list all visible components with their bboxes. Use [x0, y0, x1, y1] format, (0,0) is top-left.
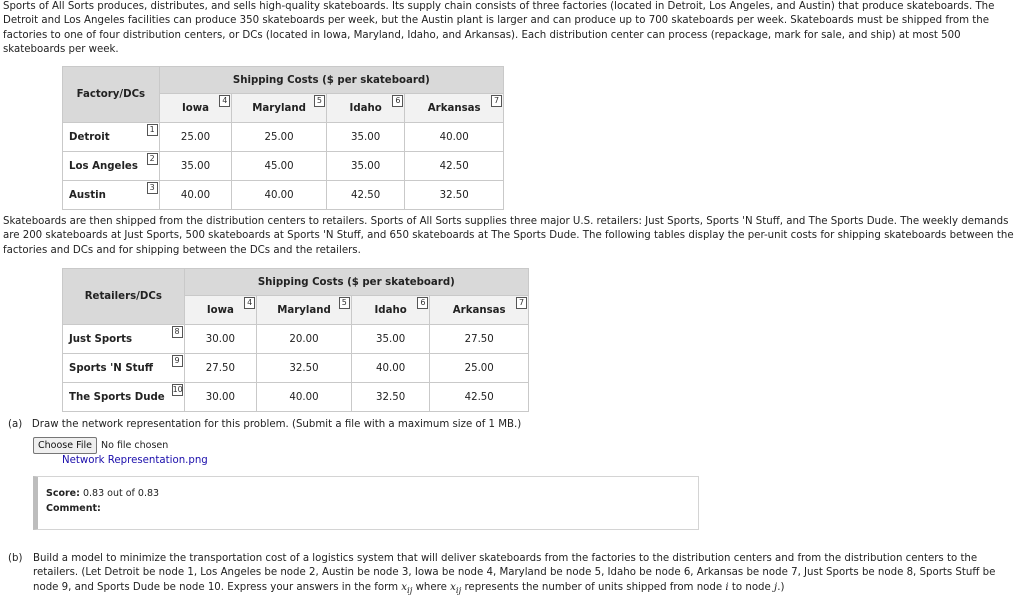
- column-header-arkansas: Arkansas 7: [405, 94, 504, 123]
- row-header-austin: Austin 3: [63, 181, 160, 210]
- node-number-badge: 7: [491, 95, 502, 107]
- column-header-arkansas: Arkansas 7: [430, 296, 529, 325]
- cost-cell: 27.50: [430, 325, 529, 354]
- node-number-badge: 1: [147, 124, 158, 136]
- node-number-badge: 9: [172, 355, 183, 367]
- cost-cell: 40.00: [159, 181, 232, 210]
- part-a-label: (a): [8, 419, 23, 430]
- node-number-badge: 6: [417, 297, 428, 309]
- node-number-badge: 5: [314, 95, 325, 107]
- row-header-detroit: Detroit 1: [63, 123, 160, 152]
- node-number-badge: 6: [392, 95, 403, 107]
- row-header-sports-n-stuff: Sports 'N Stuff 9: [63, 354, 185, 383]
- file-upload: [33, 437, 168, 454]
- score-label: Score:: [46, 488, 80, 499]
- file-status: No file chosen: [101, 440, 169, 451]
- retailer-dc-cost-table: [62, 268, 529, 412]
- cost-cell: 42.50: [430, 383, 529, 412]
- comment-label: Comment:: [46, 503, 101, 514]
- column-header-iowa: Iowa 4: [159, 94, 232, 123]
- column-header-iowa: Iowa 4: [184, 296, 257, 325]
- node-number-badge: 4: [219, 95, 230, 107]
- table-title: Shipping Costs ($ per skateboard): [159, 67, 503, 94]
- column-header-maryland: Maryland 5: [232, 94, 327, 123]
- node-number-badge: 8: [172, 326, 183, 338]
- cost-cell: 40.00: [351, 354, 430, 383]
- part-a-question: [8, 418, 521, 432]
- cost-cell: 35.00: [351, 325, 430, 354]
- row-header-los-angeles: Los Angeles 2: [63, 152, 160, 181]
- part-b-label: (b): [8, 553, 23, 564]
- choose-file-button[interactable]: Choose File: [33, 437, 97, 454]
- node-number-badge: 7: [516, 297, 527, 309]
- table-row: [63, 123, 504, 152]
- part-a-text: Draw the network representation for this problem. (Submit a file with a maximum size of 1 MB.): [31, 419, 522, 430]
- score-value: 0.83 out of 0.83: [82, 488, 160, 499]
- node-number-badge: 3: [147, 182, 158, 194]
- column-header-maryland: Maryland 5: [257, 296, 352, 325]
- part-b-text: Build a model to minimize the transportation cost of a logistics system that will deliver skateboards from the factories to the distribution centers and from the distribution centers to the retailers. (Let Detroit be node 1, Los Angeles be node 2, Austin be node 3, Iowa be node 4, Maryland be node 5, Idaho be node 6, Arkansas be node 7, Just Sports be node 8, Sports Stuff be node 9, and Sports Dude be node 10. Express your answers in the form $x_{ij}$ where $x_{ij}$ represents the number of units shipped from node i to node j.): [33, 553, 996, 596]
- cost-cell: 30.00: [184, 383, 257, 412]
- cost-cell: 27.50: [184, 354, 257, 383]
- cost-cell: 25.00: [159, 123, 232, 152]
- cost-cell: 42.50: [405, 152, 504, 181]
- table-row: [63, 325, 529, 354]
- cost-cell: 25.00: [232, 123, 327, 152]
- cost-cell: 32.50: [257, 354, 352, 383]
- cost-cell: 40.00: [257, 383, 352, 412]
- table-row: [63, 181, 504, 210]
- column-header-idaho: Idaho 6: [326, 94, 405, 123]
- cost-cell: 35.00: [159, 152, 232, 181]
- cost-cell: 42.50: [326, 181, 405, 210]
- score-box: [33, 476, 699, 530]
- cost-cell: 40.00: [405, 123, 504, 152]
- cost-cell: 30.00: [184, 325, 257, 354]
- cost-cell: 35.00: [326, 123, 405, 152]
- cost-cell: 32.50: [405, 181, 504, 210]
- node-number-badge: 10: [172, 385, 183, 394]
- table-row: [63, 383, 529, 412]
- node-number-badge: 2: [147, 153, 158, 165]
- cost-cell: 20.00: [257, 325, 352, 354]
- node-number-badge: 4: [244, 297, 255, 309]
- column-header-idaho: Idaho 6: [351, 296, 430, 325]
- table-corner-label: Retailers/DCs: [63, 269, 185, 325]
- cost-cell: 32.50: [351, 383, 430, 412]
- table-row: [63, 354, 529, 383]
- retailers-paragraph: Skateboards are then shipped from the distribution centers to retailers. Sports of All Sorts supplies three major U.S. retailers: Just Sports, Sports 'N Stuff, and The Sports Dude. The weekly demands are 200 skateboards at Just Sports, 500 skateboards at Sports 'N Stuff, and 650 skateboards at The Sports Dude. The following tables display the per-unit costs for shipping skateboards between the factories and DCs and for shipping between the DCs and the retailers.: [3, 216, 1014, 256]
- node-number-badge: 5: [339, 297, 350, 309]
- factory-dc-cost-table: [62, 66, 504, 210]
- cost-cell: 35.00: [326, 152, 405, 181]
- cost-cell: 45.00: [232, 152, 327, 181]
- uploaded-file-link[interactable]: Network Representation.png: [62, 455, 208, 466]
- row-header-just-sports: Just Sports 8: [63, 325, 185, 354]
- cost-cell: 40.00: [232, 181, 327, 210]
- cost-cell: 25.00: [430, 354, 529, 383]
- intro-paragraph: Sports of All Sorts produces, distributes, and sells high-quality skateboards. Its supply chain consists of three factories (located in Detroit, Los Angeles, and Austin) that produce skateboards. The Detroit and Los Angeles facilities can produce 350 skateboards per week, but the Austin plant is larger and can produce up to 700 skateboards per week. Skateboards must be shipped from the factories to one of four distribution centers, or DCs (located in Iowa, Maryland, Idaho, and Arkansas). Each distribution center can process (repackage, mark for sale, and ship) at most 500 skateboards per week.: [3, 1, 995, 56]
- row-header-sports-dude: The Sports Dude 10: [63, 383, 185, 412]
- table-corner-label: Factory/DCs: [63, 67, 160, 123]
- table-title: Shipping Costs ($ per skateboard): [184, 269, 528, 296]
- table-row: [63, 152, 504, 181]
